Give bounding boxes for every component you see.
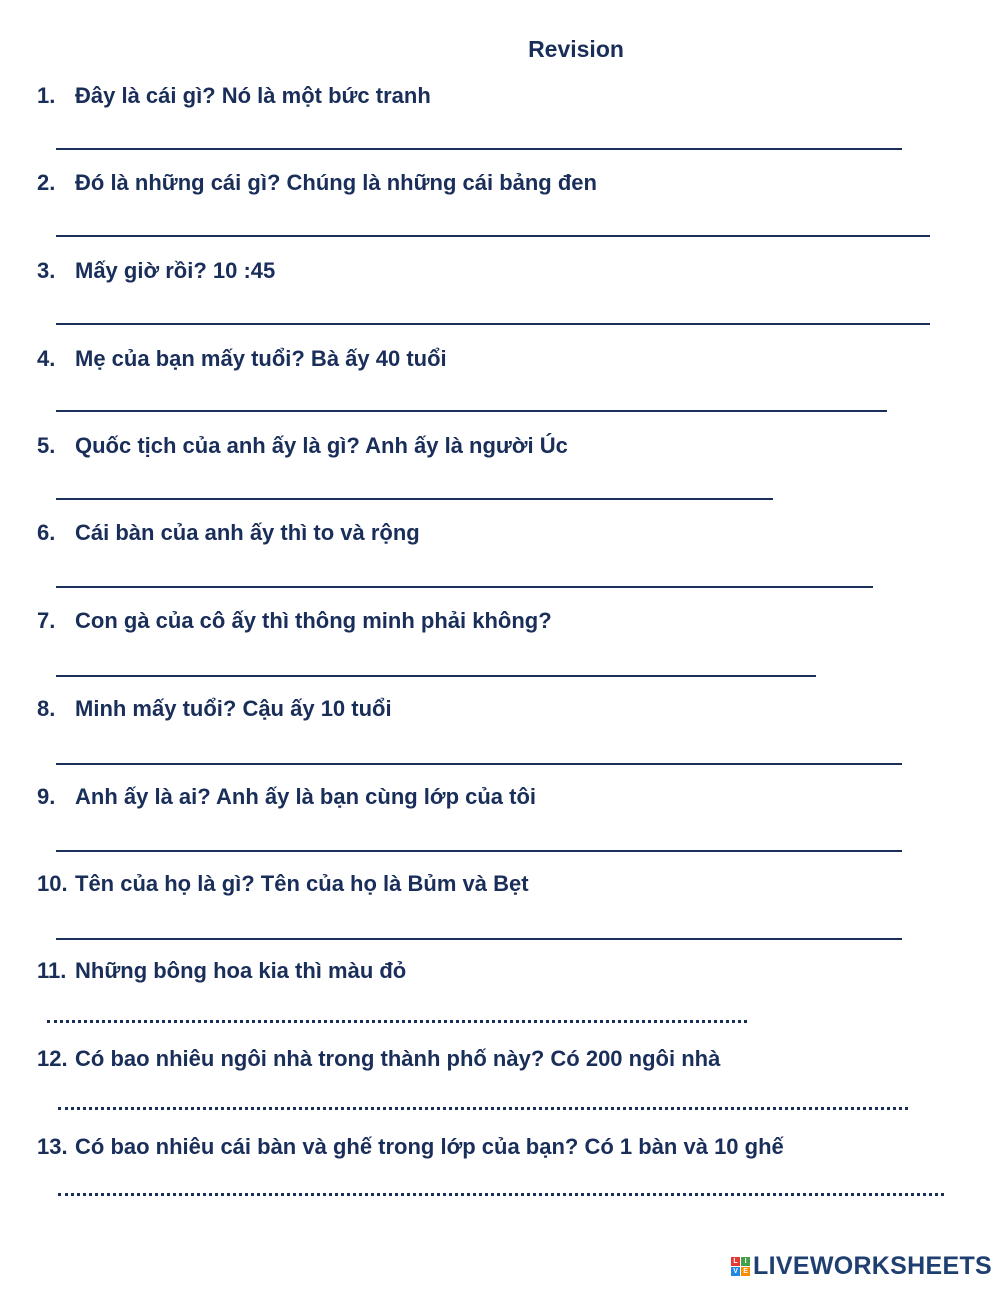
question-2	[37, 170, 597, 196]
question-text: Đó là những cái gì? Chúng là những cái bảng đen	[75, 170, 597, 195]
question-number: 13.	[37, 1134, 68, 1159]
question-text: Những bông hoa kia thì màu đỏ	[75, 958, 407, 983]
question-number: 8.	[37, 696, 56, 721]
question-text: Minh mấy tuổi? Cậu ấy 10 tuổi	[75, 696, 392, 721]
logo-letter: V	[731, 1267, 740, 1276]
liveworksheets-branding	[731, 1252, 992, 1281]
question-8	[37, 696, 392, 722]
answer-line-2[interactable]	[56, 235, 930, 237]
answer-dots-11[interactable]	[47, 1020, 747, 1023]
question-13	[37, 1134, 784, 1160]
question-5	[37, 433, 568, 459]
question-10	[37, 871, 529, 897]
answer-line-3[interactable]	[56, 323, 930, 325]
question-text: Đây là cái gì? Nó là một bức tranh	[75, 83, 431, 108]
answer-line-7[interactable]	[56, 675, 816, 677]
answer-line-10[interactable]	[56, 938, 902, 940]
question-text: Con gà của cô ấy thì thông minh phải không?	[75, 608, 552, 633]
answer-dots-12[interactable]	[58, 1107, 908, 1110]
question-number: 3.	[37, 258, 56, 283]
question-number: 9.	[37, 784, 56, 809]
question-text: Có bao nhiêu cái bàn và ghế trong lớp của bạn? Có 1 bàn và 10 ghế	[75, 1134, 784, 1159]
answer-line-6[interactable]	[56, 586, 873, 588]
question-number: 11.	[37, 958, 67, 983]
question-11	[37, 958, 406, 984]
question-3	[37, 258, 275, 284]
question-number: 2.	[37, 170, 56, 195]
question-text: Có bao nhiêu ngôi nhà trong thành phố này? Có 200 ngôi nhà	[75, 1046, 721, 1071]
answer-line-8[interactable]	[56, 763, 902, 765]
question-number: 5.	[37, 433, 56, 458]
brand-name: LIVEWORKSHEETS	[753, 1252, 992, 1280]
answer-line-5[interactable]	[56, 498, 773, 500]
question-text: Mấy giờ rồi? 10 :45	[75, 258, 276, 283]
question-number: 4.	[37, 346, 56, 371]
question-12	[37, 1046, 720, 1072]
answer-dots-13[interactable]	[58, 1193, 944, 1196]
worksheet-title: Revision	[528, 36, 624, 62]
question-6	[37, 520, 420, 546]
question-number: 12.	[37, 1046, 68, 1071]
logo-letter: L	[731, 1257, 740, 1266]
question-text: Cái bàn của anh ấy thì to và rộng	[75, 520, 420, 545]
answer-line-1[interactable]	[56, 148, 902, 150]
question-text: Mẹ của bạn mấy tuổi? Bà ấy 40 tuổi	[75, 346, 447, 371]
logo-letter: I	[741, 1257, 750, 1266]
answer-line-4[interactable]	[56, 410, 887, 412]
question-text: Tên của họ là gì? Tên của họ là Bủm và Bẹt	[75, 871, 529, 896]
question-number: 6.	[37, 520, 56, 545]
question-9	[37, 784, 536, 810]
answer-line-9[interactable]	[56, 850, 902, 852]
question-1	[37, 83, 431, 109]
question-7	[37, 608, 552, 634]
question-text: Quốc tịch của anh ấy là gì? Anh ấy là người Úc	[75, 433, 568, 458]
question-number: 10.	[37, 871, 68, 896]
question-number: 7.	[37, 608, 56, 633]
question-text: Anh ấy là ai? Anh ấy là bạn cùng lớp của tôi	[75, 784, 537, 809]
question-number: 1.	[37, 83, 56, 108]
liveworksheets-logo-icon	[731, 1257, 750, 1276]
logo-letter: E	[741, 1267, 750, 1276]
question-4	[37, 346, 447, 372]
